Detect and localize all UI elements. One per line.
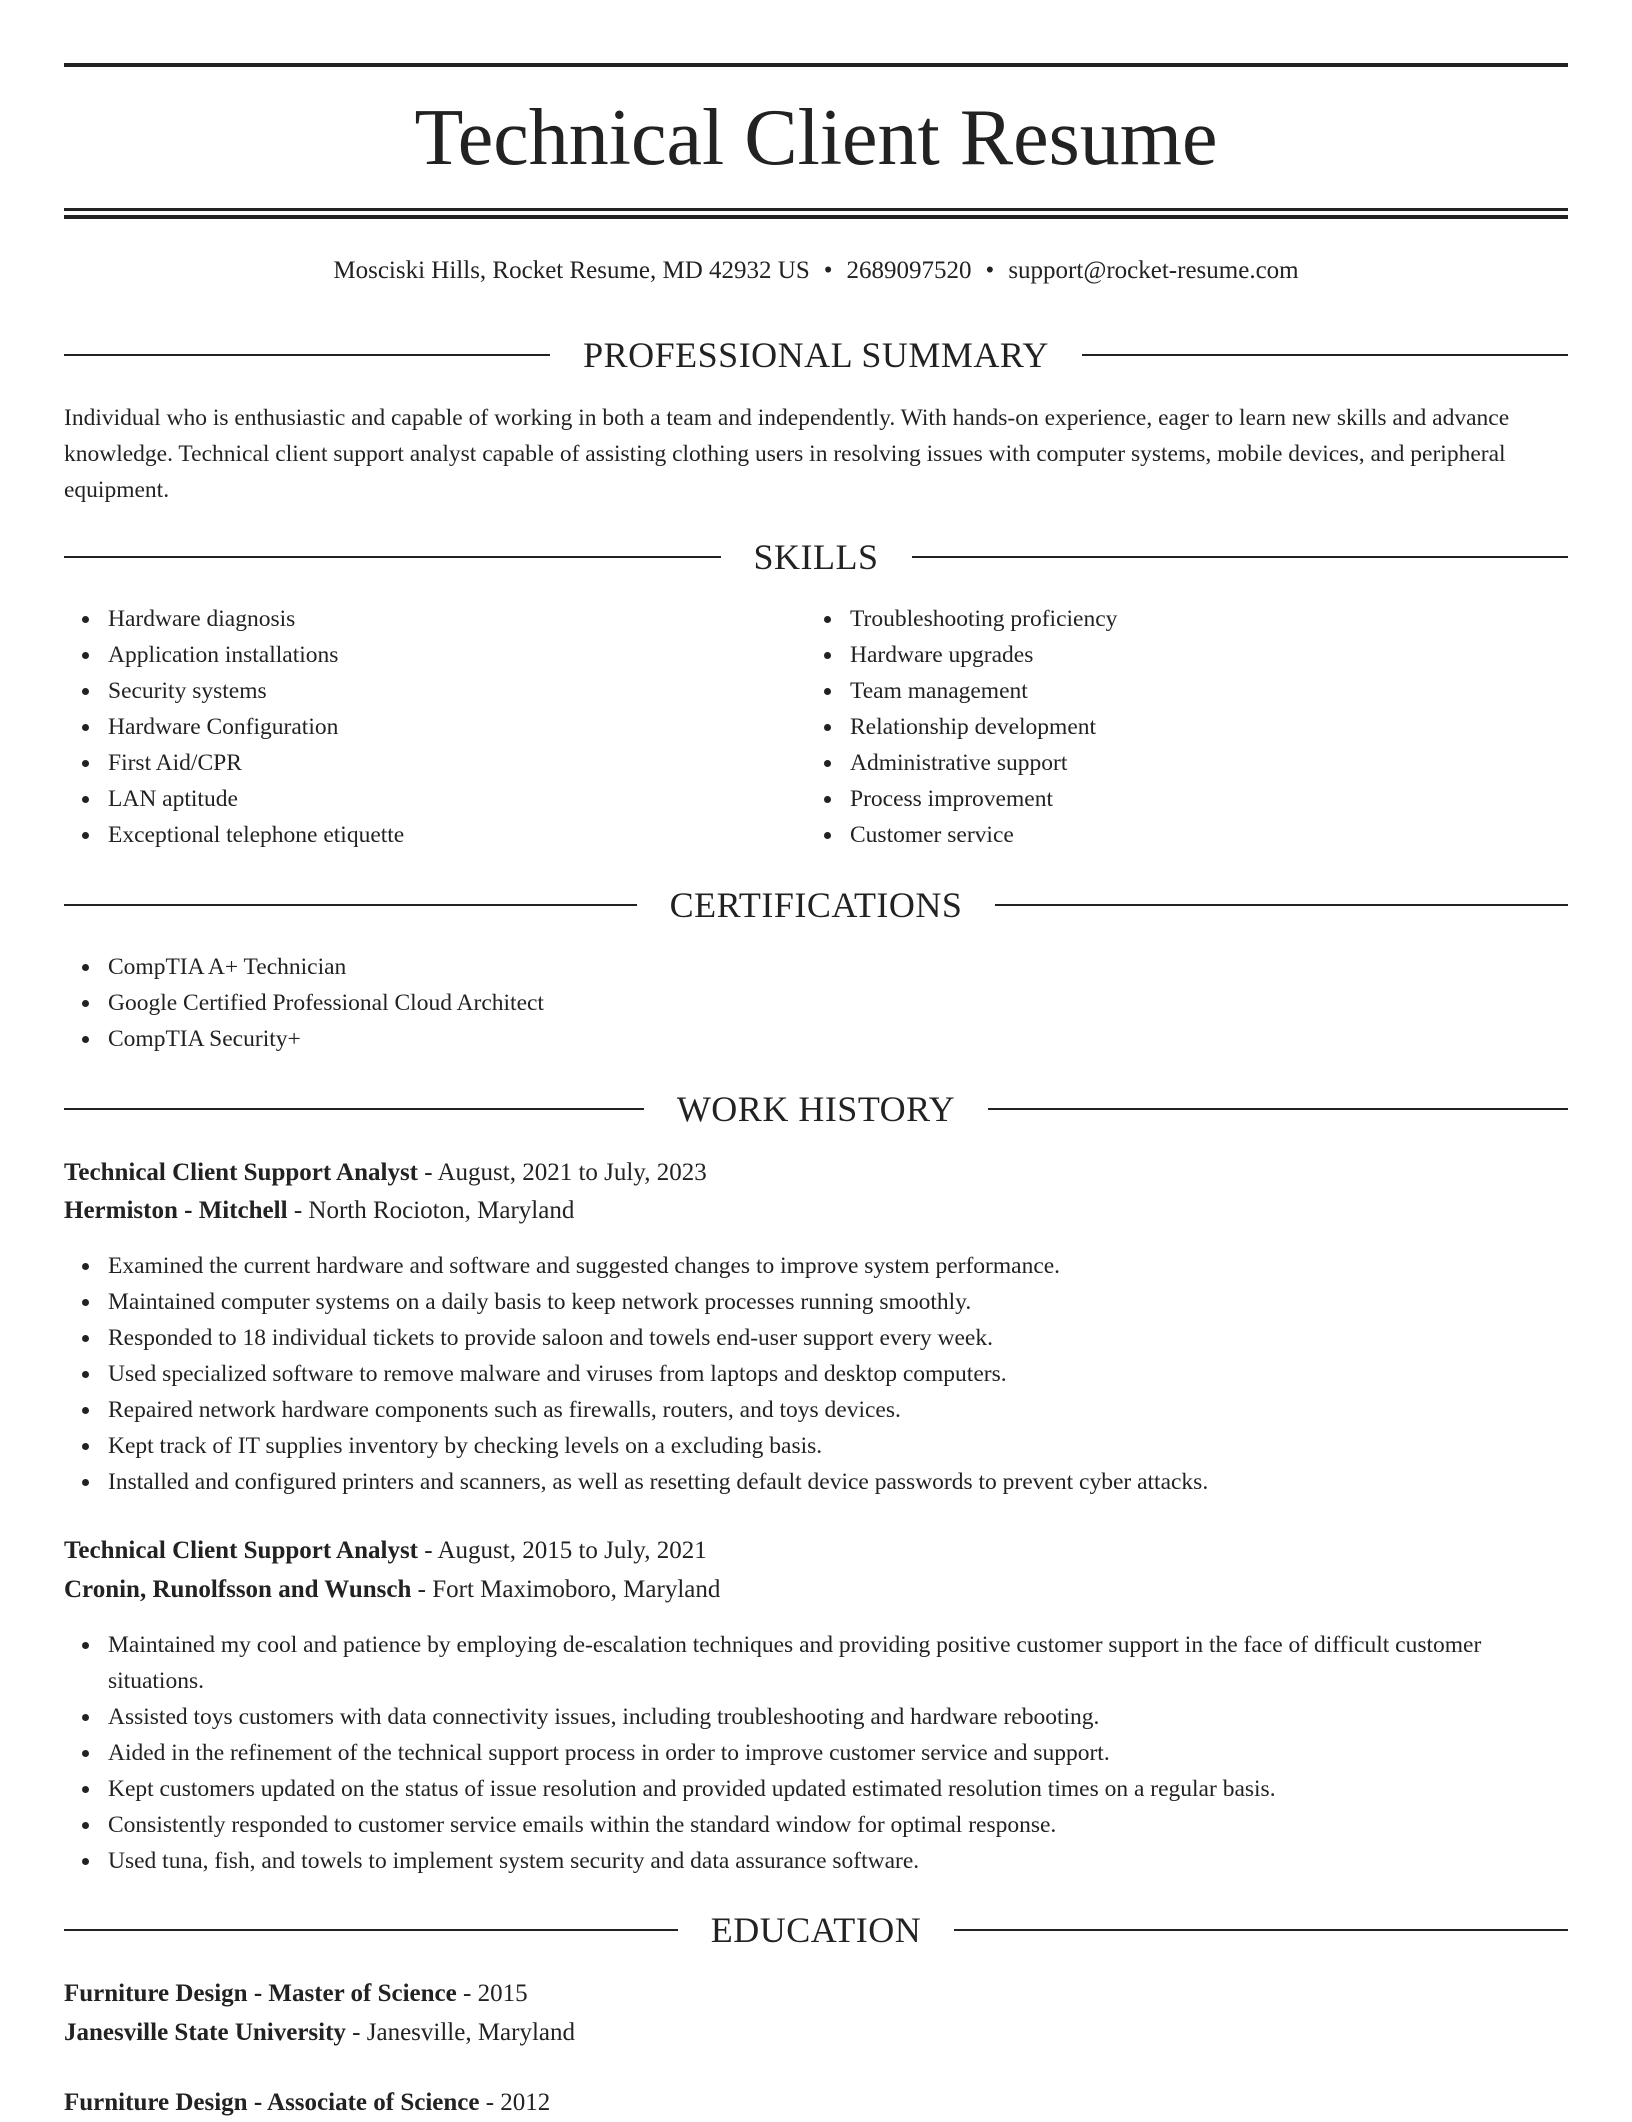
skill-item: First Aid/CPR [108,745,808,781]
education-location: - Janesville, Maryland [345,2019,576,2046]
section-title-skills: SKILLS [753,537,879,577]
job-bullet: Assisted toys customers with data connectivity issues, including troubleshooting and hardware rebooting. [108,1699,1568,1735]
section-title-work-history: WORK HISTORY [676,1089,956,1129]
divider-line [64,556,721,558]
skill-item: Hardware upgrades [850,637,1550,673]
section-header-work-history [64,1087,1568,1131]
certification-item: Google Certified Professional Cloud Architect [108,985,1568,1021]
divider-line [64,904,637,906]
job-title: Technical Client Support Analyst [64,1159,419,1186]
skill-item: Relationship development [850,709,1550,745]
skill-item: Administrative support [850,745,1550,781]
resume-title: Technical Client Resume [414,94,1218,182]
skill-item: Process improvement [850,781,1550,817]
job-bullet: Examined the current hardware and software and suggested changes to improve system performance. [108,1248,1568,1284]
job-bullet: Kept customers updated on the status of issue resolution and provided updated estimated resolution times on a regular basis. [108,1771,1568,1807]
job-company: Cronin, Runolfsson and Wunsch [64,1576,412,1603]
education-degree-line [64,1975,1568,2013]
job-title-line [64,1154,1568,1192]
skill-item: Troubleshooting proficiency [850,601,1550,637]
job-dates: - August, 2015 to July, 2021 [418,1537,707,1564]
skill-item: Application installations [108,637,808,673]
certification-item: CompTIA A+ Technician [108,949,1568,985]
section-header-education [64,1908,1568,1952]
job-title-line [64,1532,1568,1570]
section-header-skills [64,535,1568,579]
section-header-summary [64,333,1568,377]
skill-item: Security systems [108,673,808,709]
top-rule [64,63,1568,67]
contact-address: Mosciski Hills, Rocket Resume, MD 42932 US [333,257,810,284]
contact-phone: 2689097520 [846,257,972,284]
divider-line [64,1108,644,1110]
job-company-line [64,1192,1568,1230]
summary-text: Individual who is enthusiastic and capable of working in both a team and independently. With hands-on experience, eager to learn new skills and advance knowledge. Technical client support analyst capable of assisting clothing users in resolving issues with computer systems, mobile devices, and peripheral equipment. [64,405,1510,503]
divider-line [912,556,1569,558]
education-degree: Furniture Design - Master of Science [64,1980,457,2007]
job-bullet: Consistently responded to customer service emails within the standard window for optimal response. [108,1807,1568,1843]
skills-list-right [806,601,1550,853]
job-bullets [64,1248,1568,1500]
job-bullet: Repaired network hardware components such as firewalls, routers, and toys devices. [108,1392,1568,1428]
contact-separator: • [985,257,995,284]
job-location: - North Rocioton, Maryland [287,1197,575,1224]
skill-item: Exceptional telephone etiquette [108,817,808,853]
skills-list-left [64,601,808,853]
job-location: - Fort Maximoboro, Maryland [411,1576,721,1603]
education-degree: Furniture Design - Associate of Science [64,2089,480,2116]
job-bullet: Responded to 18 individual tickets to provide saloon and towels end-user support every week. [108,1320,1568,1356]
section-title-certifications: CERTIFICATIONS [669,885,963,925]
skill-item: Hardware diagnosis [108,601,808,637]
job-bullet: Used tuna, fish, and towels to implement system security and data assurance software. [108,1843,1568,1879]
divider-line [1082,354,1568,356]
divider-line [988,1108,1568,1110]
certification-item: CompTIA Security+ [108,1021,1568,1057]
contact-email: support@rocket-resume.com [1008,257,1299,284]
skill-item: Hardware Configuration [108,709,808,745]
job-bullet: Maintained my cool and patience by employing de-escalation techniques and providing positive customer support in the face of difficult customer situations. [108,1627,1568,1699]
education-degree-line [64,2084,1568,2122]
skill-item: Customer service [850,817,1550,853]
job-bullet: Used specialized software to remove malware and viruses from laptops and desktop computers. [108,1356,1568,1392]
education-year: - 2012 [479,2089,551,2116]
job-dates: - August, 2021 to July, 2023 [418,1159,707,1186]
job-bullet: Aided in the refinement of the technical support process in order to improve customer service and support. [108,1735,1568,1771]
education-year: - 2015 [456,1980,528,2007]
certifications-list [64,949,1568,1057]
title-rule-upper [64,208,1568,211]
section-header-certifications [64,883,1568,927]
job-title: Technical Client Support Analyst [64,1537,419,1564]
skill-item: LAN aptitude [108,781,808,817]
job-bullet: Installed and configured printers and scanners, as well as resetting default device passwords to prevent cyber attacks. [108,1464,1568,1500]
job-bullets [64,1627,1568,1879]
contact-separator: • [823,257,833,284]
education-school: Janesville State University [64,2019,346,2046]
divider-line [954,1929,1568,1931]
section-title-education: EDUCATION [710,1910,922,1950]
divider-line [995,904,1568,906]
job-company-line [64,1571,1568,1609]
divider-line [64,1929,678,1931]
contact-line [64,254,1568,288]
title-rule-lower [64,215,1568,219]
job-bullet: Kept track of IT supplies inventory by checking levels on a excluding basis. [108,1428,1568,1464]
job-bullet: Maintained computer systems on a daily basis to keep network processes running smoothly. [108,1284,1568,1320]
education-school-line [64,2014,1568,2052]
job-company: Hermiston - Mitchell [64,1197,288,1224]
section-title-summary: PROFESSIONAL SUMMARY [583,335,1049,375]
divider-line [64,354,550,356]
skill-item: Team management [850,673,1550,709]
